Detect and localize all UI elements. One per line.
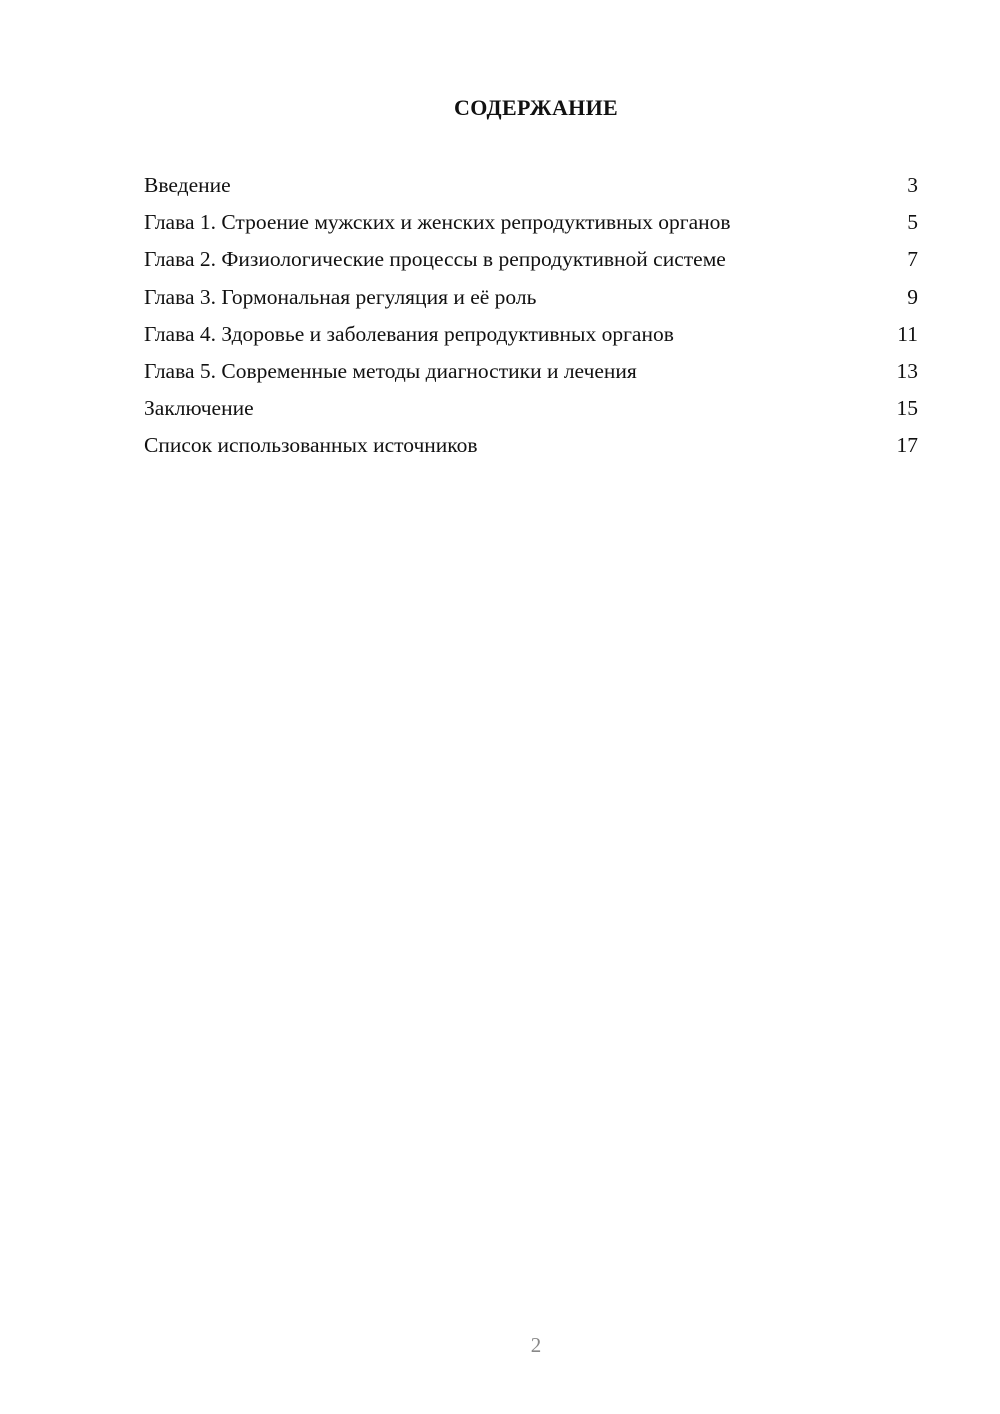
toc-item-chapter-5[interactable] xyxy=(144,356,918,393)
toc-item-label: Глава 1. Строение мужских и женских репродуктивных органов xyxy=(144,210,731,235)
toc-item-page: 3 xyxy=(907,173,918,197)
toc-item-chapter-3[interactable] xyxy=(144,282,918,319)
page-number: 2 xyxy=(530,1333,542,1357)
toc-item-chapter-1[interactable] xyxy=(144,207,918,244)
table-of-contents xyxy=(144,170,918,468)
toc-item-page: 11 xyxy=(897,321,918,346)
toc-item-page: 5 xyxy=(907,210,918,235)
toc-item-conclusion[interactable] xyxy=(144,393,918,430)
toc-item-page: 17 xyxy=(896,433,918,458)
toc-item-page: 13 xyxy=(896,358,918,383)
toc-item-page: 7 xyxy=(907,247,918,272)
toc-item-chapter-2[interactable] xyxy=(144,244,918,281)
toc-item-label: Глава 5. Современные методы диагностики и лечения xyxy=(144,358,637,383)
toc-item-page: 15 xyxy=(896,396,918,421)
toc-item-label: Заключение xyxy=(144,396,254,421)
toc-item-page: 9 xyxy=(907,284,918,309)
toc-item-label: Глава 2. Физиологические процессы в репродуктивной системе xyxy=(144,247,726,272)
toc-item-references[interactable] xyxy=(144,430,918,467)
toc-item-introduction[interactable] xyxy=(144,170,918,207)
page-title: СОДЕРЖАНИЕ xyxy=(454,95,618,120)
toc-item-label: Глава 3. Гормональная регуляция и её роль xyxy=(144,284,537,309)
toc-item-chapter-4[interactable] xyxy=(144,319,918,356)
toc-item-label: Глава 4. Здоровье и заболевания репродуктивных органов xyxy=(144,321,674,346)
toc-item-label: Список использованных источников xyxy=(144,433,478,458)
toc-item-label: Введение xyxy=(144,173,231,197)
